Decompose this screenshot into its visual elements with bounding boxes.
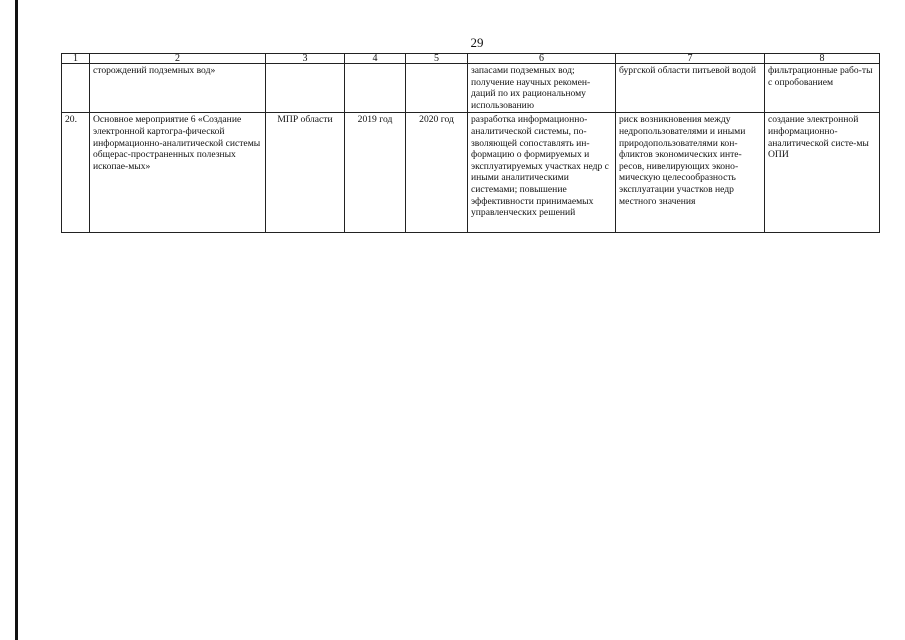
table-row bbox=[62, 113, 880, 233]
indicator-link-cell: фильтрационные рабо-ты с опробованием bbox=[765, 64, 880, 113]
risk-cell: риск возникновения между недропользователями и иными природопользователями кон-фликтов экономических инте-ресов, нивелирующих эконо-мическую целесообразность эксплуатации участков недр местного значения bbox=[616, 113, 765, 233]
end-year-cell: 2020 год bbox=[406, 113, 468, 233]
start-year-cell bbox=[345, 64, 406, 113]
responsible-cell bbox=[266, 64, 345, 113]
responsible-cell: МПР области bbox=[266, 113, 345, 233]
column-number: 8 bbox=[765, 54, 880, 64]
column-number-row bbox=[62, 54, 880, 64]
column-number: 5 bbox=[406, 54, 468, 64]
table-row bbox=[62, 64, 880, 113]
column-number: 1 bbox=[62, 54, 90, 64]
program-table bbox=[61, 53, 880, 233]
expected-result-cell: запасами подземных вод; получение научных рекомен-даций по их рациональному использованию bbox=[468, 64, 616, 113]
column-number: 3 bbox=[266, 54, 345, 64]
column-number: 2 bbox=[90, 54, 266, 64]
expected-result-cell: разработка информационно-аналитической системы, по-зволяющей сопоставлять ин-формацию о формируемых и эксплуатируемых участках недр с иными аналитическими системами; повышение эффективности принимаемых управленческих решений bbox=[468, 113, 616, 233]
row-number-cell bbox=[62, 64, 90, 113]
start-year-cell: 2019 год bbox=[345, 113, 406, 233]
column-number: 4 bbox=[345, 54, 406, 64]
risk-cell: бургской области питьевой водой bbox=[616, 64, 765, 113]
end-year-cell bbox=[406, 64, 468, 113]
indicator-link-cell: создание электронной информационно-аналитической систе-мы ОПИ bbox=[765, 113, 880, 233]
column-number: 6 bbox=[468, 54, 616, 64]
event-cell: сторождений подземных вод» bbox=[90, 64, 266, 113]
column-number: 7 bbox=[616, 54, 765, 64]
row-number-cell: 20. bbox=[62, 113, 90, 233]
event-cell: Основное мероприятие 6 «Создание электронной картогра-фической информационно-аналитической системы общерас-пространенных полезных ископае-мых» bbox=[90, 113, 266, 233]
left-margin-rule bbox=[15, 0, 18, 640]
page-number: 29 bbox=[470, 35, 484, 50]
